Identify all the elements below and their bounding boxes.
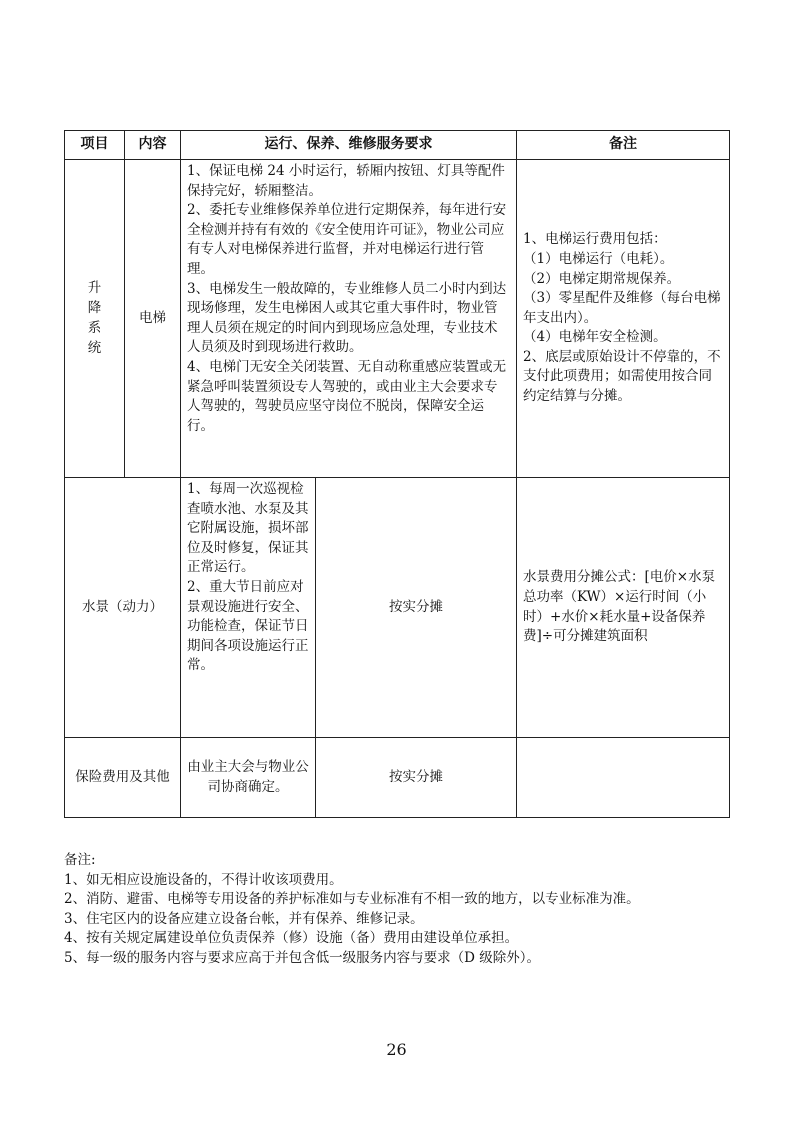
waterscape-requirement-1: 1、每周一次巡视检查喷水池、水泵及其它附属设施，损坏部位及时修复，保证其正常运行。 (187, 481, 309, 576)
elevator-requirement-3: 3、电梯发生一般故障的，专业维修人员二小时内到达现场修理，发生电梯困人或其它重大事件时，物业管理人员须在规定的时间内到现场应急处理，专业技术人员须及时到现场进行救助。 (187, 280, 507, 356)
page-number: 26 (386, 1040, 407, 1059)
elevator-requirement-4: 4、电梯门无安全关闭装置、无自动称重感应装置或无紧急呼叫装置须设专人驾驶的，或由业主大会要求专人驾驶的，驾驶员应坚守岗位不脱岗，保障安全运行。 (187, 358, 507, 434)
remark-4: 4、按有关规定属建设单位负责保养（修）设施（备）费用由建设单位承担。 (64, 930, 519, 946)
header-content: 内容 (125, 131, 181, 160)
elevator-notes-cell (517, 160, 730, 478)
elevator-requirement-1: 1、保证电梯 24 小时运行，轿厢内按钮、灯具等配件保持完好，轿厢整洁。 (187, 163, 505, 199)
remark-5: 5、每一级的服务内容与要求应高于并包含低一级服务内容与要求（D 级除外）。 (64, 949, 540, 966)
table-row-waterscape (65, 478, 730, 738)
elevator-item-cell (65, 160, 125, 478)
table-header-row (65, 131, 730, 160)
waterscape-requirement-2: 2、重大节日前应对景观设施进行安全、功能检查，保证节日期间各项设施运行正常。 (187, 578, 309, 674)
remarks-title: 备注: (64, 852, 96, 868)
elevator-note-5: （4）电梯年安全检测。 (523, 329, 667, 346)
waterscape-item-cell: 水景（动力） (65, 478, 181, 738)
waterscape-note-cell: 水景费用分摊公式：[电价×水泵总功率（KW）×运行时间（小时）+水价×耗水量+设备保养费]÷可分摊建筑面积 (517, 478, 730, 738)
table-row-insurance (65, 738, 730, 818)
header-notes: 备注 (517, 131, 730, 160)
table-row-elevator (65, 160, 730, 478)
remarks-section (64, 851, 732, 968)
elevator-note-2: （1）电梯运行（电耗）。 (523, 250, 674, 267)
elevator-note-6: 2、底层或原始设计不停靠的，不支付此项费用；如需使用按合同约定结算与分摊。 (523, 348, 721, 405)
remark-2: 2、消防、避雷、电梯等专用设备的养护标准如与专业标准有不相一致的地方，以专业标准为准。 (64, 891, 640, 907)
elevator-note-1: 1、电梯运行费用包括： (523, 231, 667, 248)
waterscape-requirements-cell (181, 478, 316, 738)
service-requirements-table (64, 130, 730, 818)
remark-1: 1、如无相应设施设备的，不得计收该项费用。 (64, 871, 343, 888)
elevator-item-label: 升降系统 (87, 280, 102, 357)
header-requirements: 运行、保养、维修服务要求 (181, 131, 517, 160)
insurance-item-cell: 保险费用及其他 (65, 738, 181, 818)
elevator-requirement-2: 2、委托专业维修保养单位进行定期保养，每年进行安全检测并持有有效的《安全使用许可证》，物业公司应有专人对电梯保养进行监督，并对电梯运行进行管理。 (187, 202, 507, 277)
header-item: 项目 (65, 131, 125, 160)
remark-3: 3、住宅区内的设备应建立设备台帐，并有保养、维修记录。 (64, 910, 424, 927)
elevator-requirements-cell (181, 160, 517, 478)
elevator-note-4: （3）零星配件及维修（每台电梯年支出内）。 (523, 290, 721, 326)
elevator-content-cell: 电梯 (125, 160, 181, 478)
insurance-requirement-cell: 由业主大会与物业公司协商确定。 (181, 738, 316, 818)
elevator-note-3: （2）电梯定期常规保养。 (523, 270, 681, 287)
insurance-note-cell (517, 738, 730, 818)
waterscape-allocation-cell: 按实分摊 (316, 478, 517, 738)
insurance-allocation-cell: 按实分摊 (316, 738, 517, 818)
